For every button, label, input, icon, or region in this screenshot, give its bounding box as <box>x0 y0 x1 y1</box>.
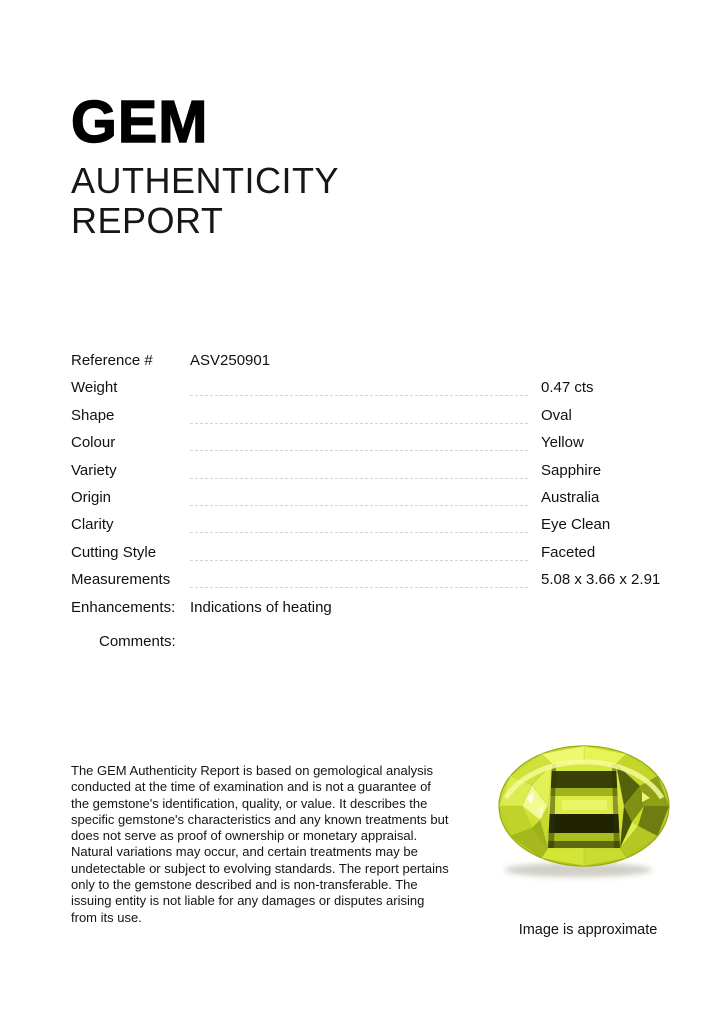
gem-figure <box>492 740 684 945</box>
field-row-weight <box>71 379 659 406</box>
gem-table-facets <box>542 764 626 848</box>
field-row-cutting-style <box>71 544 659 571</box>
field-label: Origin <box>71 488 112 506</box>
field-value: ASV250901 <box>190 352 271 369</box>
field-value: Australia <box>541 488 600 506</box>
field-label: Comments: <box>99 632 176 650</box>
report-header <box>71 89 340 241</box>
dotted-leader <box>190 407 528 424</box>
field-row-variety <box>71 462 659 489</box>
field-row-reference <box>71 352 659 379</box>
dotted-leader <box>190 489 528 506</box>
field-value: Yellow <box>541 434 584 452</box>
brand-title: GEM <box>71 89 209 155</box>
field-label: Variety <box>71 461 117 479</box>
field-row-shape <box>71 407 659 434</box>
field-label: Enhancements: <box>71 598 176 616</box>
field-row-origin <box>71 489 659 516</box>
field-value: Oval <box>541 406 572 424</box>
field-value: 5.08 x 3.66 x 2.91 <box>541 571 661 589</box>
field-row-enhancements <box>71 599 659 626</box>
disclaimer-text: The GEM Authenticity Report is based on gemological analysis conducted at the time of examination and is not a guarantee of the gemstone's identification, quality, or value. It describes the specific gemstone's characteristics and any known treatments but does not serve as proof of ownership or monetary appraisal. Natural variations may occur, and certain treatments may be undetectable or subject to evolving standards. The report pertains only to the gemstone described and is non-transferable. The issuing entity is not liable for any damages or disputes arising from its use. <box>71 763 449 925</box>
field-value: 0.47 cts <box>541 379 594 397</box>
field-label: Cutting Style <box>71 543 157 561</box>
field-value: Sapphire <box>541 461 602 479</box>
field-value: Eye Clean <box>541 516 611 534</box>
field-label: Shape <box>71 406 115 424</box>
gem-details <box>71 352 659 660</box>
dotted-leader <box>190 379 528 396</box>
field-label: Weight <box>71 379 118 397</box>
field-row-measurements <box>71 571 659 598</box>
field-row-clarity <box>71 516 659 543</box>
image-caption: Image is approximate <box>518 922 658 938</box>
dotted-leader <box>190 516 528 533</box>
field-row-comments <box>71 633 659 660</box>
report-title-line1: AUTHENTICITY <box>71 160 340 201</box>
field-label: Reference # <box>71 352 153 369</box>
dotted-leader <box>190 434 528 451</box>
field-value: Faceted <box>541 543 596 561</box>
field-value: Indications of heating <box>190 598 332 616</box>
gemstone-photo <box>492 740 684 890</box>
dotted-leader <box>190 544 528 561</box>
field-row-colour <box>71 434 659 461</box>
field-label: Colour <box>71 434 116 452</box>
dotted-leader <box>190 462 528 479</box>
field-label: Clarity <box>71 516 114 534</box>
field-label: Measurements <box>71 571 171 589</box>
report-title-line2: REPORT <box>71 200 224 241</box>
dotted-leader <box>190 571 528 588</box>
